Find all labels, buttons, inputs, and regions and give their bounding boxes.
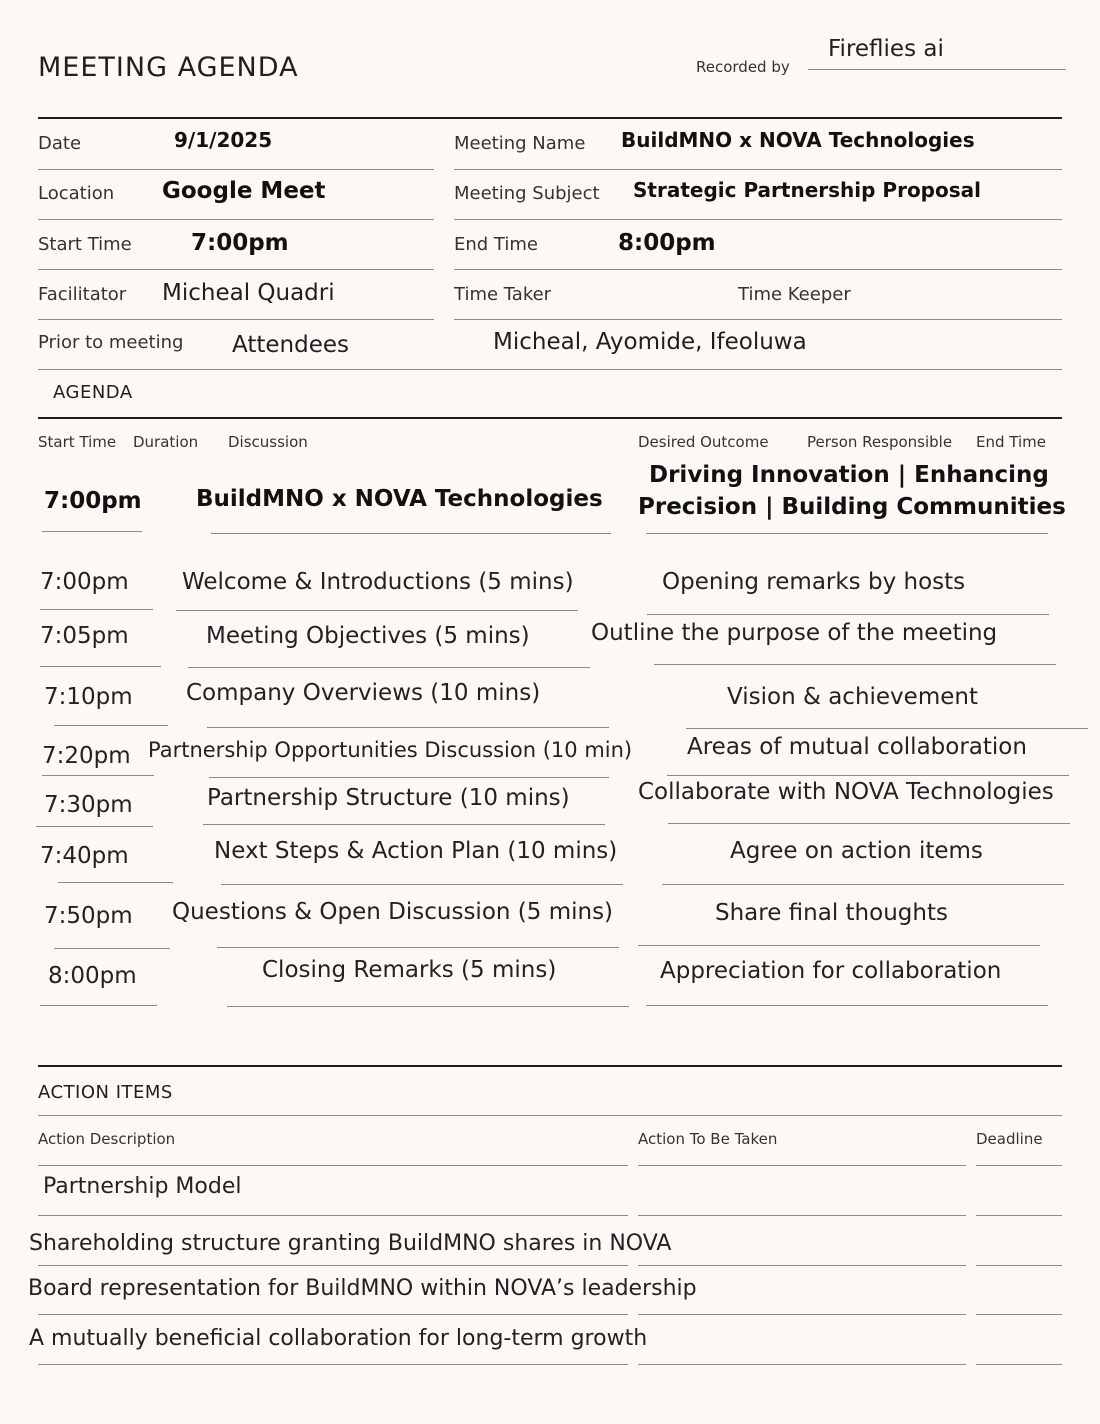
divider xyxy=(454,269,1062,270)
divider xyxy=(209,777,609,778)
agenda-item-discussion: Questions & Open Discussion (5 mins) xyxy=(172,899,614,925)
end-time-label: End Time xyxy=(454,234,538,255)
divider xyxy=(54,948,170,949)
agenda-item-time: 7:50pm xyxy=(44,903,133,929)
divider xyxy=(667,775,1069,776)
agenda-item-outcome: Outline the purpose of the meeting xyxy=(591,620,998,646)
divider xyxy=(38,117,1062,119)
agenda-item-time: 7:00pm xyxy=(40,569,129,595)
divider xyxy=(976,1215,1062,1216)
divider xyxy=(662,884,1064,885)
time-keeper-label: Time Keeper xyxy=(738,284,851,305)
divider xyxy=(686,728,1088,729)
agenda-item-time: 7:10pm xyxy=(44,684,133,710)
prior-to-meeting-label: Prior to meeting xyxy=(38,332,184,353)
divider xyxy=(207,727,609,728)
end-time-value: 8:00pm xyxy=(618,230,716,256)
col-duration: Duration xyxy=(133,433,199,451)
divider xyxy=(654,664,1056,665)
meeting-name-value: BuildMNO x NOVA Technologies xyxy=(621,128,975,152)
agenda-item-outcome: Vision & achievement xyxy=(727,684,978,710)
action-items-heading: ACTION ITEMS xyxy=(38,1082,173,1103)
page-title: MEETING AGENDA xyxy=(38,52,299,83)
agenda-item-outcome: Opening remarks by hosts xyxy=(662,569,966,595)
agenda-item-discussion: Partnership Structure (10 mins) xyxy=(207,785,570,811)
divider xyxy=(646,533,1048,534)
divider xyxy=(176,610,578,611)
agenda-item-discussion: Meeting Objectives (5 mins) xyxy=(206,623,530,649)
divider xyxy=(454,219,1062,220)
facilitator-value: Micheal Quadri xyxy=(162,280,335,306)
action-item: Shareholding structure granting BuildMNO shares in NOVA xyxy=(29,1231,672,1256)
agenda-item-outcome: Share final thoughts xyxy=(715,900,948,926)
date-value: 9/1/2025 xyxy=(174,128,273,152)
agenda-item-outcome: Appreciation for collaboration xyxy=(660,958,1002,984)
col-end-time: End Time xyxy=(976,433,1046,451)
meeting-name-label: Meeting Name xyxy=(454,133,586,154)
agenda-item-discussion: Next Steps & Action Plan (10 mins) xyxy=(214,838,618,864)
divider xyxy=(221,884,623,885)
divider xyxy=(38,1314,628,1315)
agenda-item-outcome: Areas of mutual collaboration xyxy=(687,734,1027,760)
facilitator-label: Facilitator xyxy=(38,284,127,305)
divider xyxy=(38,1065,1062,1067)
lead-time: 7:00pm xyxy=(44,488,142,514)
meeting-subject-value: Strategic Partnership Proposal xyxy=(633,178,981,202)
location-value: Google Meet xyxy=(162,178,326,204)
divider xyxy=(808,69,1066,70)
divider xyxy=(646,1005,1048,1006)
col-person-responsible: Person Responsible xyxy=(807,433,953,451)
divider xyxy=(976,1314,1062,1315)
agenda-item-discussion: Welcome & Introductions (5 mins) xyxy=(182,569,574,595)
divider xyxy=(42,775,154,776)
divider xyxy=(38,169,434,170)
divider xyxy=(188,667,590,668)
agenda-item-discussion: Closing Remarks (5 mins) xyxy=(262,957,557,983)
divider xyxy=(42,531,142,532)
divider xyxy=(40,1005,157,1006)
divider xyxy=(638,1265,966,1266)
divider xyxy=(38,369,1062,370)
divider xyxy=(454,319,1062,320)
col-desired-outcome: Desired Outcome xyxy=(638,433,769,451)
lead-discussion: BuildMNO x NOVA Technologies xyxy=(196,486,603,512)
divider xyxy=(638,945,1040,946)
agenda-item-outcome: Collaborate with NOVA Technologies xyxy=(638,779,1054,805)
recorded-by-label: Recorded by xyxy=(696,58,790,76)
agenda-item-discussion: Partnership Opportunities Discussion (10 min) xyxy=(148,738,633,762)
divider xyxy=(227,1006,629,1007)
recorded-by-value: Fireflies ai xyxy=(828,36,944,62)
divider xyxy=(38,417,1062,419)
col-start-time: Start Time xyxy=(38,433,117,451)
lead-outcome-line1: Driving Innovation | Enhancing xyxy=(649,462,1049,488)
divider xyxy=(638,1165,966,1166)
divider xyxy=(38,1364,628,1365)
attendees-label: Attendees xyxy=(232,332,349,358)
divider xyxy=(38,1215,628,1216)
agenda-item-time: 7:20pm xyxy=(42,743,131,769)
agenda-item-discussion: Company Overviews (10 mins) xyxy=(186,680,541,706)
divider xyxy=(211,533,611,534)
col-discussion: Discussion xyxy=(228,433,308,451)
action-item: A mutually beneficial collaboration for long-term growth xyxy=(29,1326,648,1351)
agenda-heading: AGENDA xyxy=(53,382,133,403)
divider xyxy=(58,882,173,883)
divider xyxy=(638,1314,966,1315)
agenda-item-time: 8:00pm xyxy=(48,963,137,989)
agenda-item-time: 7:40pm xyxy=(40,843,129,869)
attendees-value: Micheal, Ayomide, Ifeoluwa xyxy=(493,329,807,355)
agenda-item-time: 7:30pm xyxy=(44,792,133,818)
divider xyxy=(38,1115,1062,1116)
col-action-to-be-taken: Action To Be Taken xyxy=(638,1130,778,1148)
divider xyxy=(203,824,605,825)
divider xyxy=(638,1364,966,1365)
location-label: Location xyxy=(38,183,115,204)
divider xyxy=(668,823,1070,824)
action-item: Partnership Model xyxy=(43,1174,242,1199)
divider xyxy=(40,609,153,610)
agenda-item-outcome: Agree on action items xyxy=(730,838,983,864)
divider xyxy=(40,666,161,667)
divider xyxy=(976,1265,1062,1266)
divider xyxy=(38,1165,628,1166)
divider xyxy=(38,1265,628,1266)
divider xyxy=(976,1165,1062,1166)
divider xyxy=(217,947,619,948)
divider xyxy=(454,169,1062,170)
divider xyxy=(38,269,434,270)
divider xyxy=(54,725,168,726)
divider xyxy=(38,219,434,220)
divider xyxy=(976,1364,1062,1365)
agenda-item-time: 7:05pm xyxy=(40,623,129,649)
divider xyxy=(36,826,153,827)
divider xyxy=(647,614,1049,615)
meeting-subject-label: Meeting Subject xyxy=(454,183,600,204)
col-deadline: Deadline xyxy=(976,1130,1043,1148)
start-time-value: 7:00pm xyxy=(191,230,289,256)
lead-outcome-line2: Precision | Building Communities xyxy=(638,494,1066,520)
action-item: Board representation for BuildMNO within NOVA’s leadership xyxy=(28,1276,697,1301)
time-taker-label: Time Taker xyxy=(454,284,552,305)
start-time-label: Start Time xyxy=(38,234,132,255)
divider xyxy=(38,319,434,320)
date-label: Date xyxy=(38,133,82,154)
divider xyxy=(638,1215,966,1216)
col-action-description: Action Description xyxy=(38,1130,176,1148)
